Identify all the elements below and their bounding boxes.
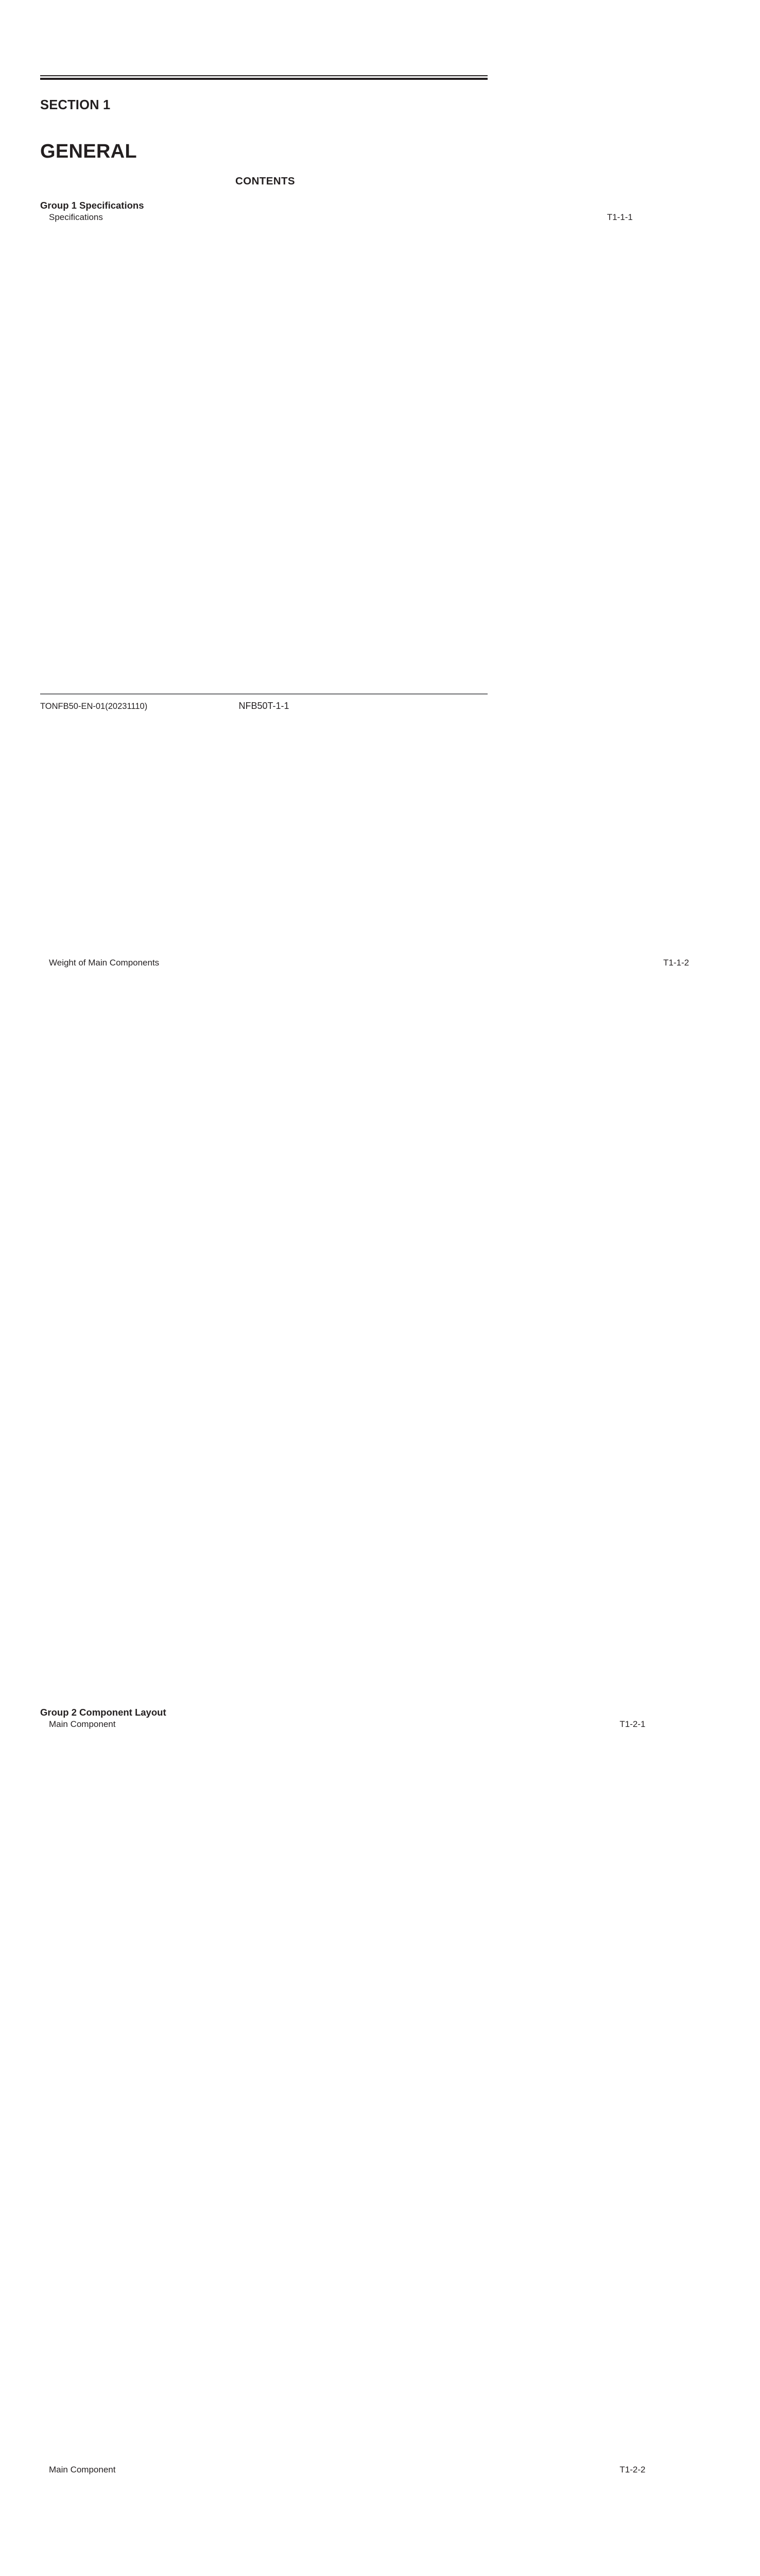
toc-entry[interactable] xyxy=(40,957,689,1703)
header-rule-thin-line xyxy=(40,75,488,76)
section-label: SECTION 1 xyxy=(40,98,111,112)
toc-entry-title: Weight of Main Components xyxy=(49,958,160,968)
header-double-rule xyxy=(40,75,488,80)
page-title: GENERAL xyxy=(40,141,137,163)
contents-heading: CONTENTS xyxy=(235,175,295,187)
header-rule-thick-line xyxy=(40,78,488,80)
toc-entry-title: Specifications xyxy=(49,212,103,222)
toc-group-heading: Group 1 Specifications xyxy=(40,200,144,211)
toc-entry-page: T1-1-2 xyxy=(162,957,689,1703)
toc-entry[interactable] xyxy=(40,2464,646,2576)
footer-document-code: TONFB50-EN-01(20231110) xyxy=(40,702,148,711)
footer-rule xyxy=(40,693,488,694)
toc-entry[interactable] xyxy=(40,1719,646,2464)
toc-entry-page: T1-2-1 xyxy=(118,1719,645,2464)
toc-group-heading: Group 2 Component Layout xyxy=(40,1707,166,1718)
toc-entry-page: T1-2-2 xyxy=(118,2464,645,2576)
toc-entry-title: Main Component xyxy=(49,2465,116,2475)
toc-entry-page: T1-1-1 xyxy=(106,212,633,957)
footer-page-number: NFB50T-1-1 xyxy=(238,701,289,711)
toc-entry-title: Main Component xyxy=(49,1719,116,1729)
